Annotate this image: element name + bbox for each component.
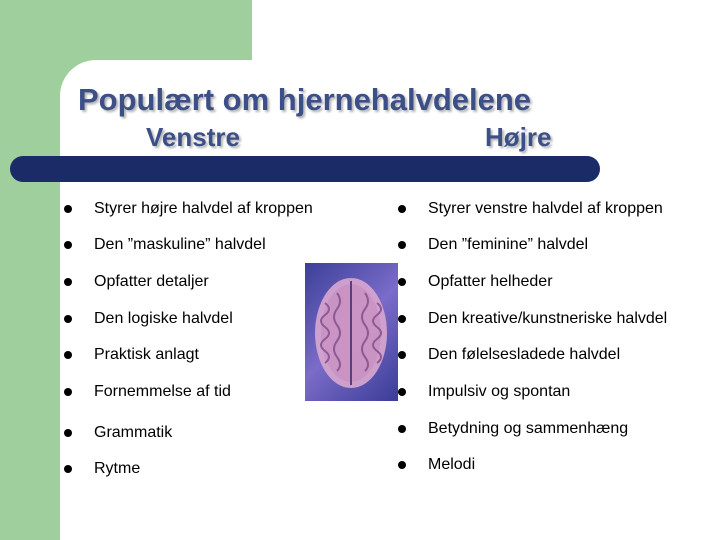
bullet-icon <box>398 425 406 433</box>
bullet-icon <box>64 241 72 249</box>
column-heading-right: Højre <box>485 122 552 152</box>
bullet-icon <box>398 278 406 286</box>
bullet-icon <box>64 429 72 437</box>
bullet-icon <box>64 465 72 473</box>
decorative-green-strip <box>0 0 60 540</box>
bullet-icon <box>398 241 406 249</box>
bullet-icon <box>64 351 72 359</box>
bullet-icon <box>398 205 406 213</box>
bullet-icon <box>398 388 406 396</box>
title-underline-bar <box>10 156 600 182</box>
brain-icon <box>305 263 398 401</box>
bullet-icon <box>64 278 72 286</box>
bullet-icon <box>64 388 72 396</box>
bullet-icon <box>64 205 72 213</box>
slide-title: Populært om hjernehalvdelene <box>78 82 532 117</box>
bullet-icon <box>398 315 406 323</box>
column-heading-left: Venstre <box>146 122 240 152</box>
brain-image <box>305 263 398 401</box>
bullet-icon <box>64 315 72 323</box>
bullet-icon <box>398 351 406 359</box>
bullet-icon <box>398 461 406 469</box>
